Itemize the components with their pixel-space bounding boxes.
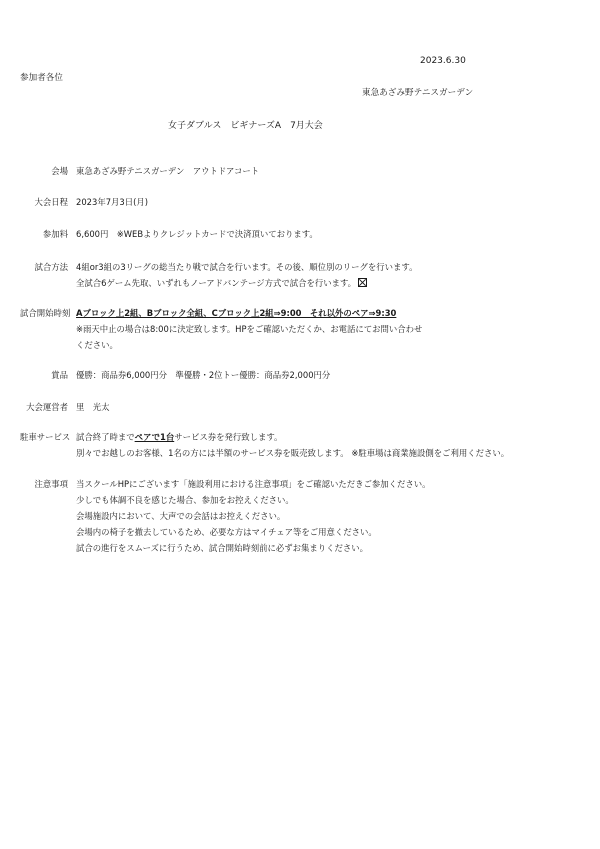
start-time-emphasis: Aブロック上2組、Bブロック全組、Cブロック上2組⇒9:00 それ以外のペア⇒9:30	[76, 308, 397, 318]
value-line: 会場内の椅子を撤去しているため、必要な方はマイチェア等をご用意ください。	[76, 527, 377, 537]
value-line: 別々でお越しのお客様、1名の方には半額のサービス券を販売致します。 ※駐車場は商業施設側をご利用ください。	[76, 448, 510, 458]
value-line	[76, 275, 417, 291]
value-line: 当スクールHPにございます「施設利用における注意事項」をご確認いただきご参加ください。	[76, 479, 431, 489]
row-value	[76, 194, 148, 210]
row-label: 試合方法	[34, 262, 68, 272]
parking-emphasis: ペアで1台	[134, 432, 175, 442]
row-value	[76, 429, 509, 461]
row-label: 大会日程	[34, 197, 68, 207]
value-line: 優勝：商品券6,000円分 準優勝・2位トー優勝：商品券2,000円分	[76, 370, 331, 380]
checkbox-crossed-icon	[358, 278, 367, 287]
row-value	[76, 476, 431, 556]
recipients: 参加者各位	[20, 73, 63, 83]
value-line: 4組or3組の3リーグの総当たり戦で試合を行います。その後、順位別のリーグを行います。	[76, 262, 418, 272]
value-line	[76, 429, 509, 445]
row-label: 駐車サービス	[20, 432, 71, 442]
row-label: 注意事項	[34, 479, 68, 489]
value-line: ※雨天中止の場合は8:00に決定致します。HPをご確認いただくか、お電話にてお問い合わせ	[76, 324, 423, 334]
value-line: ください。	[76, 340, 118, 350]
row-value	[76, 259, 417, 291]
value-line-text: 全試合6ゲーム先取、いずれもノーアドバンテージ方式で試合を行います。	[76, 278, 357, 288]
document-date: 2023.6.30	[420, 56, 466, 66]
document-title: 女子ダブルス ビギナーズA 7月大会	[168, 121, 323, 131]
value-line: 会場施設内において、大声での会話はお控えください。	[76, 511, 286, 521]
row-label: 参加料	[42, 229, 68, 239]
value-line: 少しでも体調不良を感じた場合、参加をお控えください。	[76, 495, 294, 505]
row-label: 大会運営者	[26, 402, 68, 412]
row-value	[76, 163, 259, 179]
row-label: 会場	[51, 166, 68, 176]
row-value	[76, 305, 422, 353]
parking-text-post: サービス券を発行致します。	[174, 432, 283, 442]
value-line: 6,600円 ※WEBよりクレジットカードで決済頂いております。	[76, 229, 318, 239]
value-line: 里 光太	[76, 402, 110, 412]
row-value	[76, 399, 110, 415]
sender: 東急あざみ野テニスガーデン	[362, 88, 474, 98]
row-value	[76, 367, 330, 383]
value-line: 東急あざみ野テニスガーデン アウトドアコート	[76, 166, 260, 176]
parking-text-pre: 試合終了時まで	[76, 432, 135, 442]
value-line: 試合の進行をスムーズに行うため、試合開始時刻前に必ずお集まりください。	[76, 543, 368, 553]
value-line: 2023年7月3日(月)	[76, 197, 149, 207]
row-value	[76, 226, 318, 242]
row-label: 賞品	[51, 370, 68, 380]
row-label: 試合開始時刻	[20, 308, 71, 318]
